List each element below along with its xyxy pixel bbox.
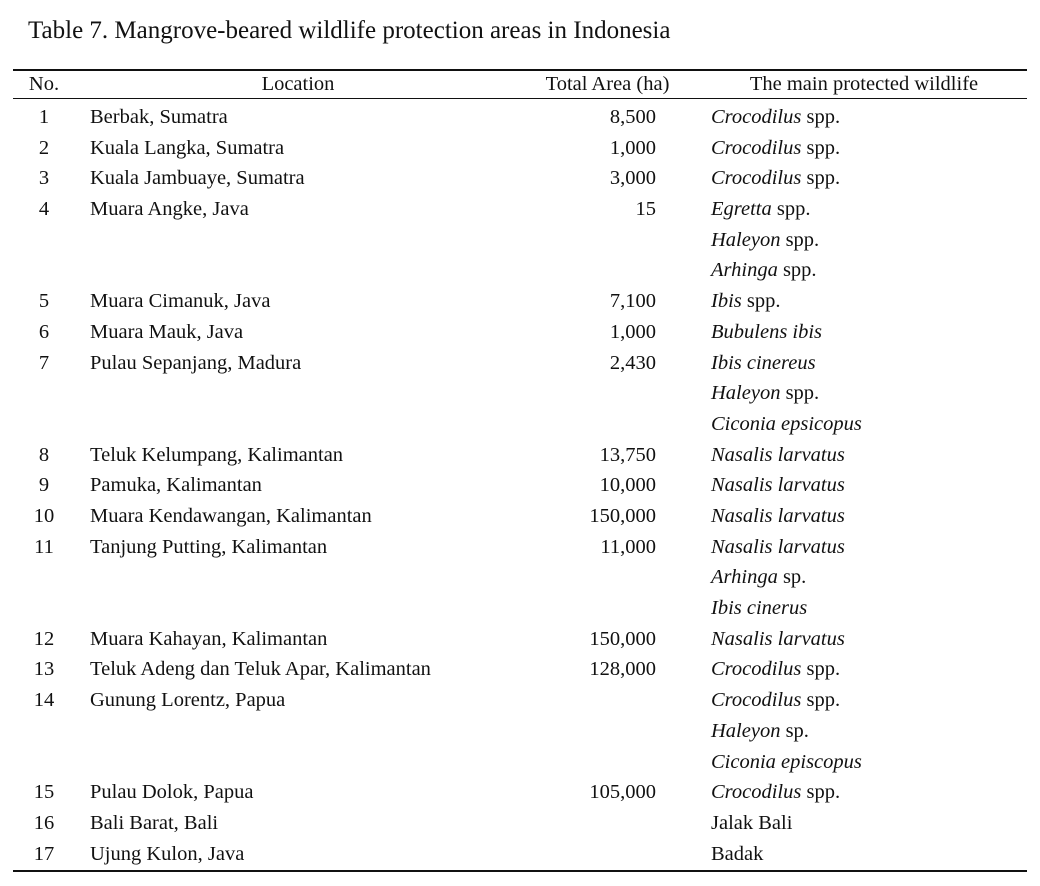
wildlife-cell xyxy=(711,470,845,501)
location-cell: Ujung Kulon, Java xyxy=(90,842,245,865)
species-qualifier: spp. xyxy=(801,106,841,128)
species-qualifier: spp. xyxy=(801,689,841,712)
species-qualifier: spp. xyxy=(741,290,781,313)
wildlife-species xyxy=(711,562,845,593)
wildlife-species xyxy=(711,501,845,532)
species-scientific-name: Crocodilus xyxy=(711,689,802,712)
wildlife-species xyxy=(711,593,845,624)
wildlife-cell xyxy=(711,133,840,164)
wildlife-cell xyxy=(711,839,763,870)
wildlife-species xyxy=(711,839,763,870)
wildlife-cell xyxy=(711,501,845,532)
table-row xyxy=(0,163,1040,194)
total-area-cell: 10,000 xyxy=(599,474,656,497)
wildlife-species xyxy=(711,286,780,317)
column-header-no: No. xyxy=(28,73,60,95)
species-scientific-name: Nasalis larvatus xyxy=(711,627,845,650)
row-number: 2 xyxy=(38,136,50,159)
species-scientific-name: Ciconia episcopus xyxy=(711,750,862,773)
location-cell: Kuala Langka, Sumatra xyxy=(90,136,285,159)
wildlife-cell xyxy=(711,317,822,348)
species-qualifier: Jalak Bali xyxy=(711,811,793,834)
total-area-cell: 7,100 xyxy=(609,290,656,313)
table-row xyxy=(0,777,1040,808)
location-cell: Teluk Adeng dan Teluk Apar, Kalimantan xyxy=(90,658,431,681)
table-row xyxy=(0,654,1040,685)
species-scientific-name: Ibis cinerus xyxy=(711,597,808,620)
wildlife-cell xyxy=(711,654,840,685)
total-area-cell: 150,000 xyxy=(589,627,656,650)
row-number: 1 xyxy=(38,106,50,128)
species-qualifier: sp. xyxy=(780,719,809,742)
row-number: 4 xyxy=(38,198,50,221)
wildlife-cell xyxy=(711,685,862,777)
species-scientific-name: Haleyon xyxy=(711,228,781,251)
wildlife-species xyxy=(711,654,840,685)
wildlife-species xyxy=(711,409,862,440)
total-area-cell: 128,000 xyxy=(589,658,656,681)
species-scientific-name: Arhinga xyxy=(711,566,778,589)
table-bottom-rule xyxy=(13,870,1027,872)
wildlife-species xyxy=(711,808,792,839)
wildlife-species xyxy=(711,163,840,194)
species-scientific-name: Crocodilus xyxy=(711,167,802,190)
wildlife-cell xyxy=(711,808,792,839)
table-row xyxy=(0,286,1040,317)
species-scientific-name: Haleyon xyxy=(711,719,781,742)
row-number: 11 xyxy=(34,535,54,558)
table-caption: Table 7. Mangrove-beared wildlife protection areas in Indonesia xyxy=(28,17,671,44)
location-cell: Pamuka, Kalimantan xyxy=(90,474,262,497)
total-area-cell: 150,000 xyxy=(589,505,656,527)
wildlife-species xyxy=(711,194,819,225)
row-number: 13 xyxy=(33,658,55,681)
location-cell: Muara Kahayan, Kalimantan xyxy=(90,627,328,650)
wildlife-cell xyxy=(711,194,819,286)
total-area-cell: 1,000 xyxy=(609,136,656,159)
row-number: 10 xyxy=(33,505,55,527)
location-cell: Tanjung Putting, Kalimantan xyxy=(90,535,328,558)
row-number: 14 xyxy=(33,689,55,712)
location-cell: Berbak, Sumatra xyxy=(90,106,228,128)
table-row xyxy=(0,839,1040,870)
table-row xyxy=(0,102,1040,133)
species-scientific-name: Crocodilus xyxy=(711,781,802,804)
total-area-cell: 13,750 xyxy=(599,443,656,466)
total-area-cell: 3,000 xyxy=(609,167,656,190)
column-header-total-area: Total Area (ha) xyxy=(545,73,670,95)
column-header-protected-wildlife: The main protected wildlife xyxy=(749,73,979,95)
row-number: 8 xyxy=(38,443,50,466)
location-cell: Gunung Lorentz, Papua xyxy=(90,689,286,712)
wildlife-species xyxy=(711,747,862,778)
species-scientific-name: Haleyon xyxy=(711,382,781,405)
wildlife-cell xyxy=(711,624,845,655)
row-number: 12 xyxy=(33,627,55,650)
location-cell: Pulau Sepanjang, Madura xyxy=(90,351,302,374)
wildlife-species xyxy=(711,102,840,133)
species-scientific-name: Nasalis larvatus xyxy=(711,535,845,558)
location-cell: Muara Kendawangan, Kalimantan xyxy=(90,505,372,527)
wildlife-species xyxy=(711,716,862,747)
wildlife-cell xyxy=(711,440,845,471)
row-number: 6 xyxy=(38,320,50,343)
table-row xyxy=(0,348,1040,440)
wildlife-species xyxy=(711,133,840,164)
species-qualifier: spp. xyxy=(780,228,820,251)
wildlife-cell xyxy=(711,532,845,624)
table-row xyxy=(0,440,1040,471)
column-header-location: Location xyxy=(261,73,335,95)
table-row xyxy=(0,194,1040,286)
table-row xyxy=(0,501,1040,532)
total-area-cell: 105,000 xyxy=(589,781,656,804)
location-cell: Pulau Dolok, Papua xyxy=(90,781,254,804)
species-scientific-name: Crocodilus xyxy=(711,136,802,159)
species-scientific-name: Bubulens ibis xyxy=(711,320,823,343)
row-number: 3 xyxy=(38,167,50,190)
table-header-rule xyxy=(13,98,1027,99)
species-qualifier: spp. xyxy=(801,781,841,804)
wildlife-species xyxy=(711,624,845,655)
wildlife-species xyxy=(711,378,862,409)
total-area-cell: 2,430 xyxy=(609,351,656,374)
species-scientific-name: Crocodilus xyxy=(711,106,802,128)
wildlife-species xyxy=(711,225,819,256)
wildlife-species xyxy=(711,532,845,563)
row-number: 16 xyxy=(33,811,55,834)
wildlife-cell xyxy=(711,348,862,440)
species-qualifier: spp. xyxy=(780,382,820,405)
location-cell: Muara Mauk, Java xyxy=(90,320,244,343)
location-cell: Muara Cimanuk, Java xyxy=(90,290,271,313)
wildlife-cell xyxy=(711,163,840,194)
table-row xyxy=(0,133,1040,164)
row-number: 7 xyxy=(38,351,50,374)
species-qualifier: spp. xyxy=(801,136,841,159)
table-row xyxy=(0,470,1040,501)
species-qualifier: spp. xyxy=(801,658,841,681)
row-number: 5 xyxy=(38,290,50,313)
location-cell: Kuala Jambuaye, Sumatra xyxy=(90,167,305,190)
species-scientific-name: Nasalis larvatus xyxy=(711,443,845,466)
species-qualifier: Badak xyxy=(711,842,764,865)
row-number: 17 xyxy=(33,842,55,865)
table-row xyxy=(0,624,1040,655)
wildlife-species xyxy=(711,348,862,379)
species-scientific-name: Nasalis larvatus xyxy=(711,505,845,527)
species-scientific-name: Ciconia epsicopus xyxy=(711,412,862,435)
location-cell: Bali Barat, Bali xyxy=(90,811,219,834)
total-area-cell: 1,000 xyxy=(609,320,656,343)
table-row xyxy=(0,317,1040,348)
species-qualifier: spp. xyxy=(771,198,811,221)
total-area-cell: 15 xyxy=(635,198,656,221)
wildlife-species xyxy=(711,470,845,501)
wildlife-cell xyxy=(711,286,780,317)
location-cell: Teluk Kelumpang, Kalimantan xyxy=(90,443,344,466)
row-number: 9 xyxy=(38,474,50,497)
wildlife-species xyxy=(711,317,822,348)
species-scientific-name: Ibis cinereus xyxy=(711,351,816,374)
species-scientific-name: Ibis xyxy=(711,290,742,313)
wildlife-cell xyxy=(711,777,840,808)
wildlife-species xyxy=(711,440,845,471)
wildlife-species xyxy=(711,255,819,286)
total-area-cell: 11,000 xyxy=(600,535,656,558)
row-number: 15 xyxy=(33,781,55,804)
total-area-cell: 8,500 xyxy=(609,106,656,128)
wildlife-species xyxy=(711,777,840,808)
location-cell: Muara Angke, Java xyxy=(90,198,249,221)
species-qualifier: spp. xyxy=(801,167,841,190)
species-scientific-name: Nasalis larvatus xyxy=(711,474,845,497)
wildlife-species xyxy=(711,685,862,716)
table-body xyxy=(0,102,1040,869)
species-qualifier: spp. xyxy=(777,259,817,282)
species-scientific-name: Arhinga xyxy=(711,259,778,282)
species-scientific-name: Crocodilus xyxy=(711,658,802,681)
table-row xyxy=(0,685,1040,777)
wildlife-cell xyxy=(711,102,840,133)
species-qualifier: sp. xyxy=(777,566,807,589)
species-scientific-name: Egretta xyxy=(711,198,772,221)
table-row xyxy=(0,808,1040,839)
table-row xyxy=(0,532,1040,624)
